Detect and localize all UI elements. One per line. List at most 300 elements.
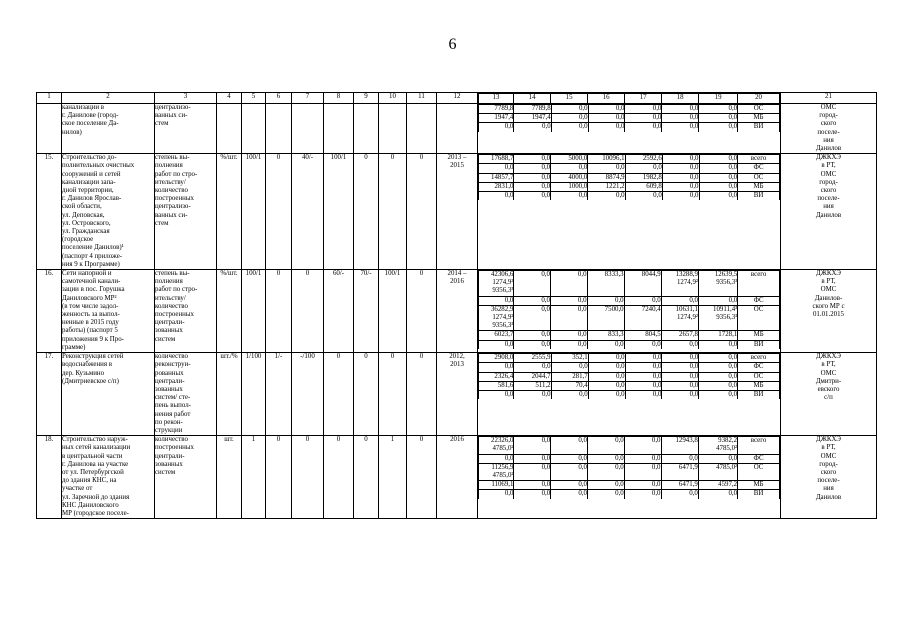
years-cell (437, 104, 478, 154)
col9-cell (354, 104, 379, 154)
financing-value: 0,0 (661, 490, 698, 499)
financing-value: 0,0 (662, 155, 699, 164)
financing-value: 0,0 (662, 114, 699, 123)
financing-value: 10096,1 (588, 155, 625, 164)
table-row (37, 270, 877, 353)
financing-line (479, 363, 780, 372)
financing-source: всего (738, 155, 780, 164)
financing-value: 0,0 (699, 381, 738, 390)
financing-value: 0,0 (624, 296, 661, 305)
financing-value: 1728,1 (698, 331, 737, 340)
financing-value: 0,0 (551, 114, 588, 123)
financing-value: 0,0 (625, 372, 662, 381)
col11-cell: 0 (407, 270, 437, 353)
header-cell: 20 (738, 94, 780, 104)
financing-value: 11256,9 4785,0² (479, 463, 514, 480)
financing-value: 0,0 (699, 105, 738, 114)
header-cell: 13 (479, 94, 514, 104)
financing-value: 2044,7 (514, 372, 551, 381)
responsible-org: ДЖКХЭ в РТ, ОМС Данилов- ского МР с 01.01.2015 (781, 270, 877, 353)
financing-block (478, 436, 781, 519)
measure-name: Реконструкция сетей водоснабжения в дер. Кузьмино (Дмитриевское с/п) (62, 353, 155, 436)
col8-cell: 0 (324, 436, 354, 519)
financing-value: 0,0 (514, 192, 551, 201)
financing-value: 0,0 (625, 164, 662, 173)
financing-value: 17688,7 (479, 155, 514, 164)
header-fin-group (478, 93, 781, 104)
financing-value: 0,0 (587, 437, 624, 454)
financing-value: 0,0 (551, 164, 588, 173)
years-cell: 2012, 2013 (437, 353, 478, 436)
row-number: 17. (37, 353, 62, 436)
financing-value: 0,0 (661, 454, 698, 463)
financing-line (479, 123, 780, 132)
indicator-name: количество построенных централи- зованных систем (155, 436, 217, 519)
col9-cell: 0 (354, 353, 379, 436)
financing-source: МБ (738, 182, 780, 191)
responsible-org: ДЖКХЭ в РТ, ОМС Дмитри- евского с/п (781, 353, 877, 436)
financing-value: 0,0 (624, 490, 661, 499)
financing-value: 0,0 (588, 192, 625, 201)
financing-source: ФС (738, 164, 780, 173)
row-number: 18. (37, 436, 62, 519)
financing-line (479, 155, 780, 164)
col7-cell: 0 (292, 270, 324, 353)
financing-value: 0,0 (587, 340, 624, 349)
table-row (37, 154, 877, 270)
financing-source: ФС (738, 454, 780, 463)
financing-value: 0,0 (661, 296, 698, 305)
financing-line (479, 437, 780, 454)
financing-value: 0,0 (514, 481, 551, 490)
financing-line (479, 331, 780, 340)
financing-value: 0,0 (479, 390, 514, 399)
financing-value: 0,0 (551, 390, 588, 399)
unit-cell: %/шт. (217, 270, 242, 353)
financing-value: 0,0 (662, 173, 699, 182)
financing-value: 0,0 (514, 182, 551, 191)
table-body (37, 93, 877, 519)
unit-cell: шт./% (217, 353, 242, 436)
financing-value: 0,0 (662, 372, 699, 381)
financing-source: ОС (738, 305, 780, 331)
col5-cell: 1/100 (242, 353, 266, 436)
financing-value: 0,0 (514, 123, 551, 132)
unit-cell: шт. (217, 436, 242, 519)
header-cell: 12 (437, 93, 478, 104)
financing-value: 7789,8 (514, 105, 551, 114)
financing-value: 0,0 (662, 182, 699, 191)
header-cell: 6 (266, 93, 292, 104)
col8-cell: 60/- (324, 270, 354, 353)
financing-value: 833,3 (587, 331, 624, 340)
header-cell: 5 (242, 93, 266, 104)
col11-cell: 0 (407, 353, 437, 436)
financing-source: ВИ (738, 340, 780, 349)
financing-value: 0,0 (550, 296, 587, 305)
financing-value: 352,1 (551, 354, 588, 363)
financing-value: 0,0 (698, 490, 737, 499)
years-cell: 2013 – 2015 (437, 154, 478, 270)
financing-value: 0,0 (662, 105, 699, 114)
financing-value: 2657,8 (661, 331, 698, 340)
financing-value: 0,0 (514, 463, 551, 480)
financing-value: 0,0 (625, 363, 662, 372)
financing-table (478, 436, 780, 498)
col5-cell: 1 (242, 436, 266, 519)
years-cell: 2016 (437, 436, 478, 519)
financing-value: 0,0 (479, 363, 514, 372)
indicator-name: количество реконструи- рованных централи- зованных систем/ сте- пень выпол- нения работ по рекон- струкции (155, 353, 217, 436)
financing-source: ВИ (738, 390, 780, 399)
financing-value: 2908,0 (479, 354, 514, 363)
financing-table (478, 353, 780, 399)
table-row (37, 104, 877, 154)
financing-value: 11069,1 (479, 481, 514, 490)
unit-cell: %/шт. (217, 154, 242, 270)
financing-source: ВИ (738, 192, 780, 201)
financing-value: 0,0 (587, 454, 624, 463)
financing-source: ВИ (738, 490, 780, 499)
header-cell: 14 (514, 94, 551, 104)
financing-value: 0,0 (514, 390, 551, 399)
financing-line (479, 463, 780, 480)
header-cell: 15 (551, 94, 588, 104)
financing-value: 2555,9 (514, 354, 551, 363)
financing-value: 22326,0 4785,0² (479, 437, 514, 454)
financing-line (479, 481, 780, 490)
financing-value: 0,0 (699, 372, 738, 381)
col7-cell (292, 104, 324, 154)
financing-value: 0,0 (479, 490, 514, 499)
financing-line (479, 354, 780, 363)
financing-source: всего (738, 271, 780, 297)
financing-value: 0,0 (625, 354, 662, 363)
financing-value: 0,0 (514, 296, 551, 305)
col11-cell (407, 104, 437, 154)
header-row (37, 93, 877, 104)
header-cell: 8 (324, 93, 354, 104)
table-row (37, 353, 877, 436)
responsible-org: ОМС город- ского поселе- ния Данилов (781, 104, 877, 154)
financing-value: 0,0 (699, 114, 738, 123)
financing-table (478, 104, 780, 132)
financing-value: 0,0 (699, 173, 738, 182)
col5-cell: 100/1 (242, 270, 266, 353)
financing-value: 0,0 (699, 390, 738, 399)
financing-value: 0,0 (625, 114, 662, 123)
financing-value: 0,0 (698, 454, 737, 463)
unit-cell (217, 104, 242, 154)
financing-value: 281,7 (551, 372, 588, 381)
financing-value: 0,0 (588, 372, 625, 381)
responsible-org: ДЖКХЭ в РТ, ОМС город- ского поселе- ния Данилов (781, 436, 877, 519)
financing-value: 10631,1 1274,9² (661, 305, 698, 331)
header-cell: 10 (379, 93, 407, 104)
financing-value: 13288,9 1274,9² (661, 271, 698, 297)
indicator-name: степень вы- полнения работ по стро- ительству/ количество построенных централизо- ванных си- стем (155, 154, 217, 270)
financing-source: ОС (738, 372, 780, 381)
program-table (36, 92, 877, 519)
col11-cell: 0 (407, 436, 437, 519)
financing-value: 609,8 (625, 182, 662, 191)
financing-line (479, 381, 780, 390)
table-row (37, 436, 877, 519)
financing-value: 0,0 (550, 340, 587, 349)
financing-source: МБ (738, 331, 780, 340)
col5-cell (242, 104, 266, 154)
financing-value: 0,0 (479, 164, 514, 173)
financing-value: 0,0 (514, 490, 551, 499)
financing-value: 0,0 (587, 481, 624, 490)
financing-value: 0,0 (551, 437, 588, 454)
financing-value: 6471,9 (661, 481, 698, 490)
financing-line (479, 182, 780, 191)
financing-value: 0,0 (514, 454, 551, 463)
financing-value: 0,0 (699, 164, 738, 173)
header-cell: 2 (62, 93, 155, 104)
financing-value: 4000,0 (551, 173, 588, 182)
financing-value: 7500,0 (587, 305, 624, 331)
financing-value: 0,0 (514, 271, 551, 297)
financing-value: 2831,0 (479, 182, 514, 191)
financing-value: 0,0 (625, 192, 662, 201)
row-number: 15. (37, 154, 62, 270)
col7-cell: 0 (292, 436, 324, 519)
col10-cell: 100/1 (379, 270, 407, 353)
financing-line (479, 114, 780, 123)
financing-value: 0,0 (479, 192, 514, 201)
row-number: 16. (37, 270, 62, 353)
financing-value: 0,0 (514, 437, 551, 454)
financing-table (478, 270, 780, 349)
measure-name: Сети напорной и самотечной канали- зации в пос. Горушка Даниловского МР² (в том числе задол- женность за выпол- ненные в 2015 году работы) (паспорт 5 приложения 9 к Про- грамме) (62, 270, 155, 353)
financing-value: 0,0 (551, 105, 588, 114)
financing-value: 8874,9 (588, 173, 625, 182)
col7-cell: 40/- (292, 154, 324, 270)
col6-cell: 1/- (266, 353, 292, 436)
financing-value: 0,0 (625, 381, 662, 390)
financing-value: 9382,2 4785,0² (698, 437, 737, 454)
financing-value: 0,0 (662, 354, 699, 363)
financing-value: 0,0 (699, 354, 738, 363)
financing-value: 0,0 (699, 155, 738, 164)
financing-block (478, 270, 781, 353)
financing-line (479, 105, 780, 114)
responsible-org: ДЖКХЭ в РТ, ОМС город- ского поселе- ния Данилов (781, 154, 877, 270)
indicator-name: степень вы- полнения работ по стро- ительству/ количество построенных централи- зованных систем (155, 270, 217, 353)
financing-value: 2326,4 (479, 372, 514, 381)
financing-source: ВИ (738, 123, 780, 132)
financing-value: 1982,8 (625, 173, 662, 182)
financing-table (478, 154, 780, 200)
col9-cell: 0 (354, 436, 379, 519)
financing-value: 36282,9 1274,9² 9356,3³ (479, 305, 514, 331)
financing-value: 0,0 (587, 296, 624, 305)
financing-source: ФС (738, 363, 780, 372)
col9-cell: 70/- (354, 270, 379, 353)
financing-value: 0,0 (479, 296, 514, 305)
financing-value: 0,0 (551, 490, 588, 499)
financing-value: 0,0 (550, 305, 587, 331)
header-cell: 18 (662, 94, 699, 104)
financing-value: 0,0 (588, 114, 625, 123)
financing-block (478, 353, 781, 436)
financing-value: 0,0 (551, 481, 588, 490)
financing-value: 0,0 (699, 363, 738, 372)
financing-source: ОС (738, 105, 780, 114)
financing-value: 0,0 (588, 363, 625, 372)
financing-value: 804,5 (624, 331, 661, 340)
financing-value: 0,0 (550, 331, 587, 340)
financing-value: 0,0 (587, 463, 624, 480)
financing-value: 8044,9 (624, 271, 661, 297)
financing-source: ФС (738, 296, 780, 305)
col6-cell (266, 104, 292, 154)
financing-value: 0,0 (662, 381, 699, 390)
financing-value: 6471,9 (661, 463, 698, 480)
financing-value: 0,0 (625, 105, 662, 114)
financing-value: 0,0 (514, 363, 551, 372)
financing-value: 4597,2 (698, 481, 737, 490)
financing-value: 0,0 (588, 164, 625, 173)
financing-value: 7240,4 (624, 305, 661, 331)
financing-block (478, 154, 781, 270)
financing-value: 4785,0² (698, 463, 737, 480)
financing-value: 0,0 (625, 390, 662, 399)
financing-value: 0,0 (624, 437, 661, 454)
financing-source: МБ (738, 381, 780, 390)
financing-value: 14857,7 (479, 173, 514, 182)
measure-name: Строительство до- полнительных очистных сооружений и сетей канализации запа- дной территории, г. Данилов Ярослав- ской области, ул. Деповская, ул. Островского, ул. Гражданская (городское поселение Данилов)¹ (паспорт 4 приложе- ния 9 к Программе) (62, 154, 155, 270)
financing-value: 42306,6 1274,9² 9356,3³ (479, 271, 514, 297)
financing-source: всего (738, 354, 780, 363)
financing-line (479, 372, 780, 381)
financing-value: 0,0 (514, 340, 551, 349)
financing-value: 0,0 (698, 296, 737, 305)
financing-value: 0,0 (587, 490, 624, 499)
col10-cell: 0 (379, 154, 407, 270)
financing-value: 0,0 (479, 340, 514, 349)
financing-value: 0,0 (588, 390, 625, 399)
financing-line (479, 490, 780, 499)
financing-value: 0,0 (551, 363, 588, 372)
financing-value: 0,0 (662, 192, 699, 201)
financing-value: 6023,7 (479, 331, 514, 340)
financing-value: 0,0 (662, 390, 699, 399)
financing-line (479, 305, 780, 331)
financing-line (479, 390, 780, 399)
col8-cell: 0 (324, 353, 354, 436)
financing-value: 0,0 (551, 463, 588, 480)
financing-line (479, 454, 780, 463)
years-cell: 2014 – 2016 (437, 270, 478, 353)
col10-cell: 1 (379, 436, 407, 519)
financing-value: 0,0 (624, 454, 661, 463)
financing-line (479, 296, 780, 305)
col6-cell: 0 (266, 154, 292, 270)
financing-value: 0,0 (661, 340, 698, 349)
financing-value: 0,0 (662, 363, 699, 372)
col10-cell: 0 (379, 353, 407, 436)
financing-source: ОС (738, 173, 780, 182)
header-cell: 7 (292, 93, 324, 104)
financing-source: МБ (738, 481, 780, 490)
col8-cell (324, 104, 354, 154)
financing-value: 0,0 (479, 123, 514, 132)
financing-source: ОС (738, 463, 780, 480)
financing-value: 1947,4 (514, 114, 551, 123)
financing-value: 0,0 (699, 182, 738, 191)
financing-value: 0,0 (551, 123, 588, 132)
header-cell: 9 (354, 93, 379, 104)
header-cell: 11 (407, 93, 437, 104)
financing-value: 10911,4³ 9356,3³ (698, 305, 737, 331)
page-number: 6 (448, 36, 457, 53)
header-cell: 19 (699, 94, 738, 104)
financing-value: 0,0 (624, 463, 661, 480)
financing-value: 0,0 (514, 173, 551, 182)
financing-line (479, 271, 780, 297)
col6-cell: 0 (266, 436, 292, 519)
financing-value: 0,0 (588, 123, 625, 132)
header-cell: 17 (625, 94, 662, 104)
financing-value: 0,0 (514, 164, 551, 173)
financing-value: 0,0 (588, 105, 625, 114)
header-cell: 16 (588, 94, 625, 104)
financing-value: 0,0 (514, 305, 551, 331)
col11-cell: 0 (407, 154, 437, 270)
financing-value: 1000,0 (551, 182, 588, 191)
financing-line (479, 340, 780, 349)
financing-value: 1221,2 (588, 182, 625, 191)
col9-cell: 0 (354, 154, 379, 270)
financing-value: 0,0 (624, 340, 661, 349)
financing-value: 0,0 (588, 381, 625, 390)
col10-cell (379, 104, 407, 154)
financing-value: 0,0 (550, 271, 587, 297)
financing-value: 2592,6 (625, 155, 662, 164)
header-cell: 3 (155, 93, 217, 104)
header-cell: 4 (217, 93, 242, 104)
financing-value: 12943,8 (661, 437, 698, 454)
header-cell: 21 (781, 93, 877, 104)
financing-block (478, 104, 781, 154)
financing-value: 0,0 (624, 481, 661, 490)
financing-value: 0,0 (699, 123, 738, 132)
financing-value: 0,0 (662, 123, 699, 132)
financing-source: МБ (738, 114, 780, 123)
indicator-name: централизо- ванных си- стем (155, 104, 217, 154)
financing-value: 0,0 (551, 192, 588, 201)
financing-source: всего (738, 437, 780, 454)
measure-name: канализации в г. Данилове (город- ское поселение Да- нилов) (62, 104, 155, 154)
col5-cell: 100/1 (242, 154, 266, 270)
financing-value: 1947,4 (479, 114, 514, 123)
financing-value: 0,0 (698, 340, 737, 349)
financing-value: 0,0 (662, 164, 699, 173)
col7-cell: -/100 (292, 353, 324, 436)
financing-value: 0,0 (625, 123, 662, 132)
financing-value: 0,0 (514, 155, 551, 164)
financing-value: 511,2 (514, 381, 551, 390)
financing-value: 0,0 (588, 354, 625, 363)
col8-cell: 100/1 (324, 154, 354, 270)
financing-value: 8333,3 (587, 271, 624, 297)
financing-value: 12639,5 9356,3³ (698, 271, 737, 297)
col6-cell: 0 (266, 270, 292, 353)
financing-value: 7789,8 (479, 105, 514, 114)
